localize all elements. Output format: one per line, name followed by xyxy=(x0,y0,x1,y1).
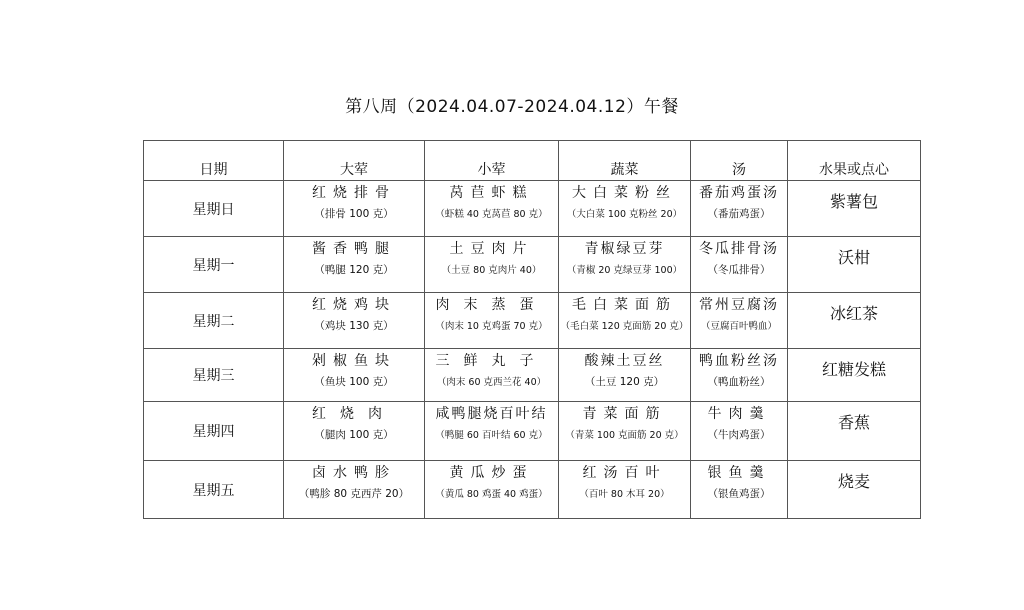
page-title: 第八周（2024.04.07-2024.04.12）午餐 xyxy=(345,97,679,117)
dish-note: （虾糕 40 克莴苣 80 克） xyxy=(435,209,548,220)
vegetable-cell xyxy=(559,402,691,461)
dish-name: 红汤百叶 xyxy=(582,465,667,481)
table-row xyxy=(144,402,921,461)
dish-name: 青菜面筋 xyxy=(582,406,667,422)
dish-note: （鸡块 130 克） xyxy=(314,320,394,332)
dish-name: 肉末蒸蛋 xyxy=(435,297,548,313)
header-soup: 汤 xyxy=(691,141,788,181)
fruit-name: 紫薯包 xyxy=(829,192,878,211)
dish-note: （番茄鸡蛋） xyxy=(707,208,771,220)
header-fruit-snack: 水果或点心 xyxy=(788,141,921,181)
small-meat-cell xyxy=(425,237,559,293)
table-row xyxy=(144,293,921,349)
dish-note: （黄瓜 80 鸡蛋 40 鸡蛋） xyxy=(435,489,548,500)
soup-cell xyxy=(691,293,788,349)
fruit-name: 红糖发糕 xyxy=(821,360,886,379)
dish-name: 红烧排骨 xyxy=(312,185,396,201)
small-meat-cell xyxy=(425,349,559,402)
fruit-cell xyxy=(788,181,921,237)
dish-note: （银鱼鸡蛋） xyxy=(707,488,771,500)
dish-note: （豆腐百叶鸭血） xyxy=(700,321,777,332)
day-cell: 星期一 xyxy=(144,237,284,293)
lunch-menu-table xyxy=(143,140,921,519)
day-cell: 星期三 xyxy=(144,349,284,402)
small-meat-cell xyxy=(425,181,559,237)
dish-note: （青菜 100 克面筋 20 克） xyxy=(565,430,684,441)
soup-cell xyxy=(691,402,788,461)
small-meat-cell xyxy=(425,293,559,349)
dish-name: 黄瓜炒蛋 xyxy=(449,465,534,481)
fruit-name: 冰红茶 xyxy=(829,304,878,323)
dish-name: 毛白菜面筋 xyxy=(572,297,677,313)
day-cell: 星期四 xyxy=(144,402,284,461)
fruit-name: 烧麦 xyxy=(837,472,870,491)
dish-name: 土豆肉片 xyxy=(449,241,534,257)
header-date: 日期 xyxy=(144,141,284,181)
day-cell: 星期日 xyxy=(144,181,284,237)
soup-cell xyxy=(691,181,788,237)
dish-name: 鸭血粉丝汤 xyxy=(699,353,779,369)
dish-name: 银鱼羹 xyxy=(707,465,771,481)
header-row xyxy=(144,141,921,181)
dish-name: 大白菜粉丝 xyxy=(572,185,677,201)
dish-name: 常州豆腐汤 xyxy=(699,297,779,313)
dish-name: 莴苣虾糕 xyxy=(449,185,534,201)
dish-name: 番茄鸡蛋汤 xyxy=(699,185,779,201)
dish-note: （鱼块 100 克） xyxy=(314,376,394,388)
dish-note: （肉末 60 克西兰花 40） xyxy=(436,377,547,388)
table-row xyxy=(144,461,921,519)
soup-cell xyxy=(691,349,788,402)
dish-name: 剁椒鱼块 xyxy=(312,353,396,369)
table-row xyxy=(144,349,921,402)
day-cell: 星期五 xyxy=(144,461,284,519)
header-small-meat: 小荤 xyxy=(425,141,559,181)
table-row xyxy=(144,181,921,237)
dish-note: （土豆 80 克肉片 40） xyxy=(441,265,542,276)
dish-note: （鸭腿 120 克） xyxy=(314,264,394,276)
big-meat-cell xyxy=(284,181,425,237)
soup-cell xyxy=(691,237,788,293)
fruit-cell xyxy=(788,293,921,349)
dish-note: （肉末 10 克鸡蛋 70 克） xyxy=(435,321,548,332)
soup-cell xyxy=(691,461,788,519)
fruit-cell xyxy=(788,237,921,293)
vegetable-cell xyxy=(559,349,691,402)
dish-note: （冬瓜排骨） xyxy=(707,264,771,276)
dish-name: 酸辣土豆丝 xyxy=(584,353,665,369)
dish-note: （腿肉 100 克） xyxy=(314,429,394,441)
fruit-cell xyxy=(788,461,921,519)
dish-name: 冬瓜排骨汤 xyxy=(699,241,779,257)
dish-name: 青椒绿豆芽 xyxy=(584,241,665,257)
big-meat-cell xyxy=(284,237,425,293)
dish-name: 红烧鸡块 xyxy=(312,297,396,313)
dish-name: 卤水鸭胗 xyxy=(312,465,396,481)
table-row xyxy=(144,237,921,293)
vegetable-cell xyxy=(559,293,691,349)
header-vegetable: 蔬菜 xyxy=(559,141,691,181)
dish-note: （鸭血粉丝） xyxy=(707,376,771,388)
big-meat-cell xyxy=(284,293,425,349)
dish-note: （毛白菜 120 克面筋 20 克） xyxy=(560,321,689,332)
header-big-meat: 大荤 xyxy=(284,141,425,181)
big-meat-cell xyxy=(284,349,425,402)
dish-note: （鸭胗 80 克西芹 20） xyxy=(298,488,410,500)
dish-name: 三鲜丸子 xyxy=(435,353,548,369)
dish-note: （土豆 120 克） xyxy=(584,376,665,388)
dish-note: （青椒 20 克绿豆芽 100） xyxy=(566,265,683,276)
vegetable-cell xyxy=(559,237,691,293)
dish-name: 酱香鸭腿 xyxy=(312,241,396,257)
dish-note: （大白菜 100 克粉丝 20） xyxy=(566,209,683,220)
day-cell: 星期二 xyxy=(144,293,284,349)
vegetable-cell xyxy=(559,461,691,519)
dish-name: 咸鸭腿烧百叶结 xyxy=(435,406,548,422)
dish-note: （鸭腿 60 百叶结 60 克） xyxy=(435,430,548,441)
dish-name: 红烧肉 xyxy=(312,406,396,422)
dish-note: （排骨 100 克） xyxy=(314,208,394,220)
fruit-cell xyxy=(788,349,921,402)
dish-name: 牛肉羹 xyxy=(707,406,771,422)
fruit-name: 香蕉 xyxy=(837,413,870,432)
fruit-cell xyxy=(788,402,921,461)
big-meat-cell xyxy=(284,461,425,519)
vegetable-cell xyxy=(559,181,691,237)
dish-note: （百叶 80 木耳 20） xyxy=(579,489,670,500)
big-meat-cell xyxy=(284,402,425,461)
small-meat-cell xyxy=(425,461,559,519)
dish-note: （牛肉鸡蛋） xyxy=(707,429,771,441)
fruit-name: 沃柑 xyxy=(837,248,870,267)
small-meat-cell xyxy=(425,402,559,461)
